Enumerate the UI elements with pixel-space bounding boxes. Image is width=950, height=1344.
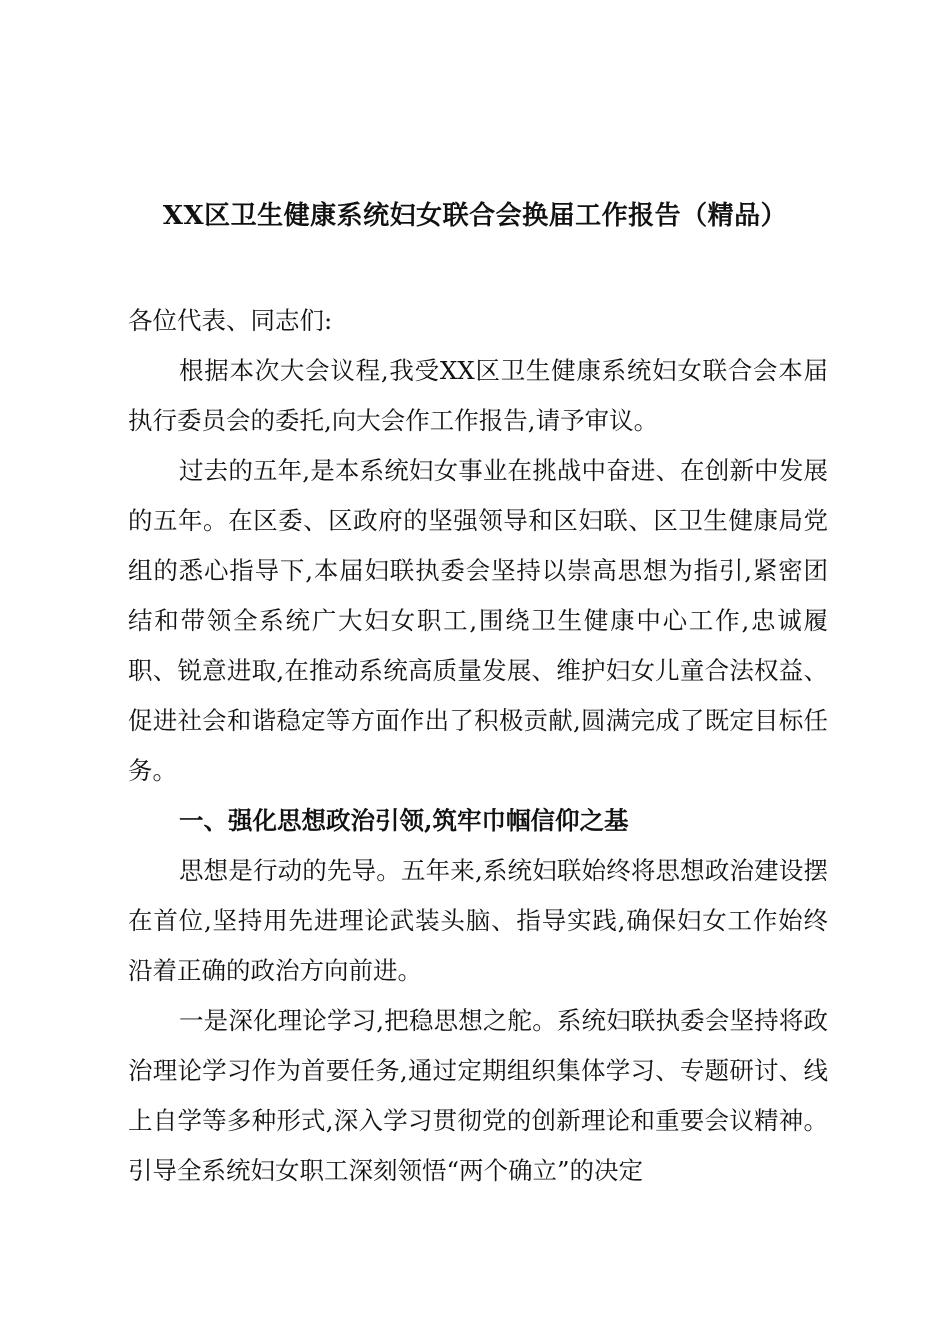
document-title: XX区卫生健康系统妇女联合会换届工作报告（精品） [162, 201, 788, 231]
document-body [128, 296, 828, 1196]
paragraph-section-intro: 思想是行动的先导。五年来,系统妇联始终将思想政治建设摆在首位,坚持用先进理论武装头脑、指导实践,确保妇女工作始终沿着正确的政治方向前进。 [128, 856, 828, 985]
paragraph-theory-study: 一是深化理论学习,把稳思想之舵。系统妇联执委会坚持将政治理论学习作为首要任务,通过定期组织集体学习、专题研讨、线上自学等多种形式,深入学习贯彻党的创新理论和重要会议精神。引导全系统妇女职工深刻领悟“两个确立”的决定 [128, 1006, 828, 1185]
paragraph-intro: 根据本次大会议程,我受XX区卫生健康系统妇女联合会本届执行委员会的委托,向大会作工作报告,请予审议。 [128, 356, 828, 435]
paragraph-review: 过去的五年,是本系统妇女事业在挑战中奋进、在创新中发展的五年。在区委、区政府的坚强领导和区妇联、区卫生健康局党组的悉心指导下,本届妇联执委会坚持以崇高思想为指引,紧密团结和带领全系统广大妇女职工,围绕卫生健康中心工作,忠诚履职、锐意进取,在推动系统高质量发展、维护妇女儿童合法权益、促进社会和谐稳定等方面作出了积极贡献,圆满完成了既定目标任务。 [128, 456, 828, 785]
section-heading: 一、强化思想政治引领,筑牢巾帼信仰之基 [179, 806, 629, 835]
salutation: 各位代表、同志们: [128, 306, 333, 335]
